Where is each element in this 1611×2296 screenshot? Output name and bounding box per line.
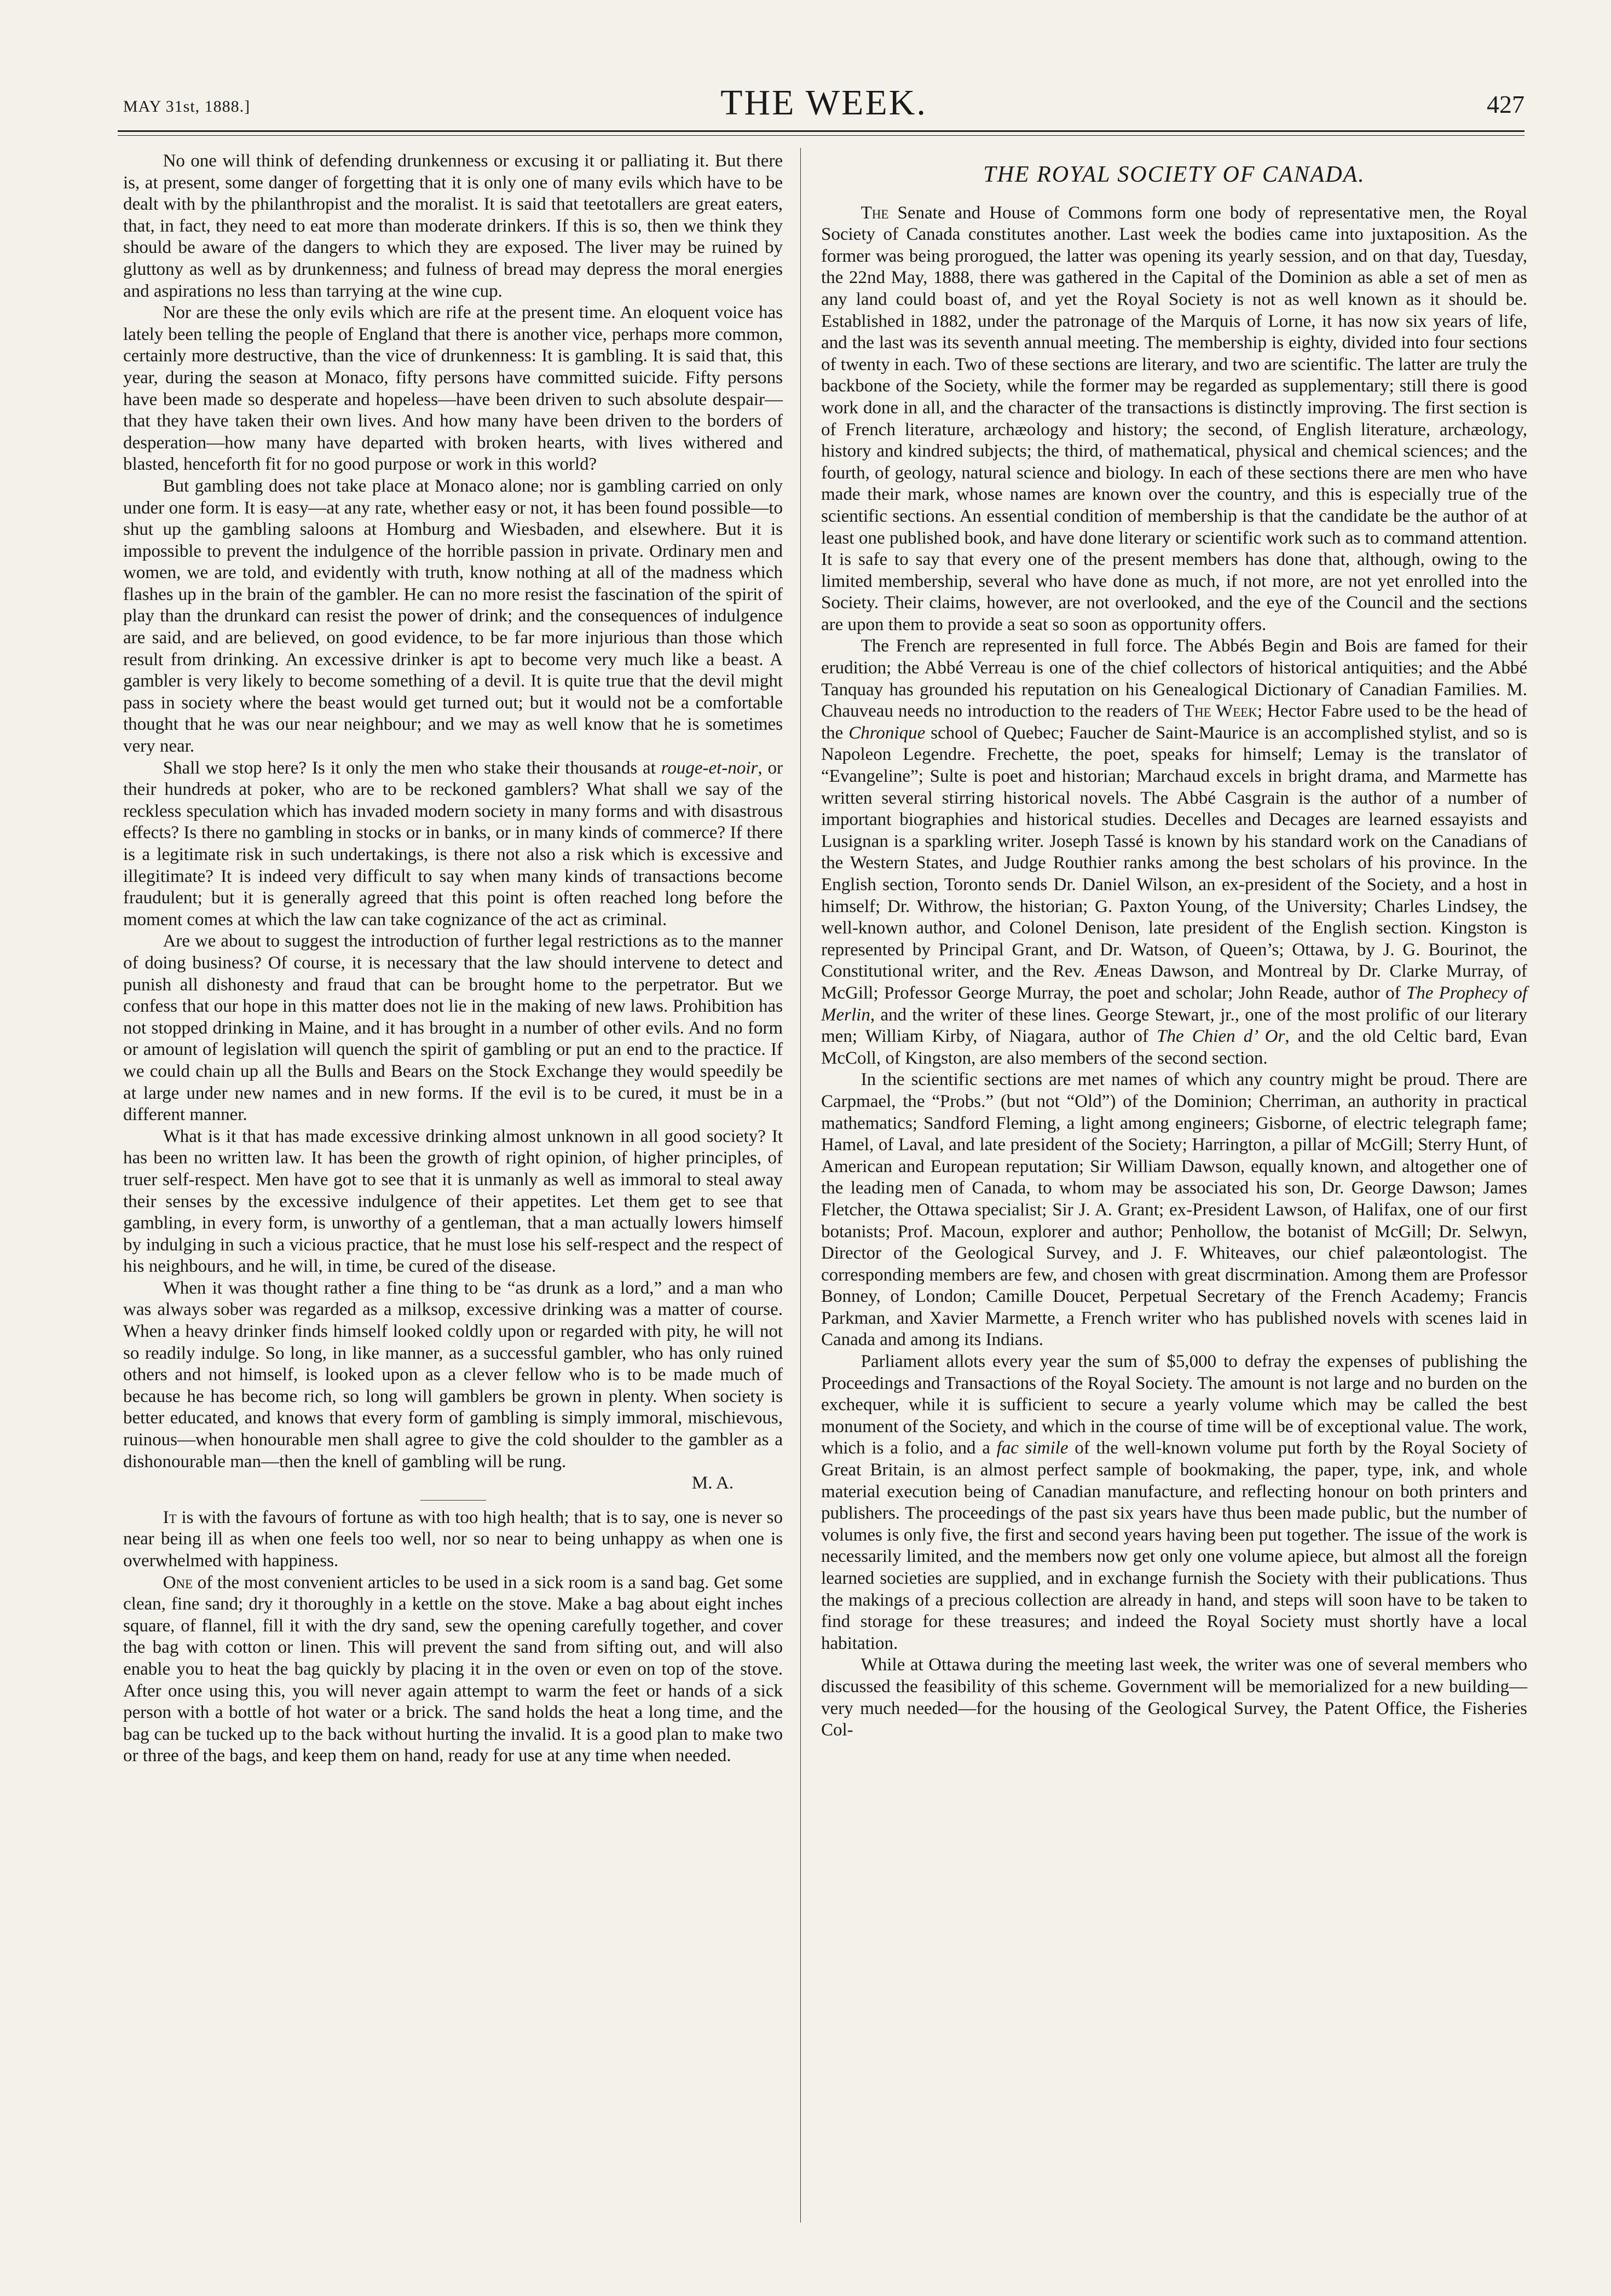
paragraph-scientific-sections: In the scientific sections are met names of which any country might be proud. There are Carpmael, the “Probs.” (but not “Old”) of the Dominion; Cherriman, an authority in practical mathematics; Sandford Fleming, a light among engineers; Gisborne, of electric telegraph fame; Hamel, of Laval, and late president of the Society; Harrington, a pillar of McGill; Sterry Hunt, of American and European reputation; Sir William Dawson, equally known, and altogether one of the leading men of Canada, to whom may be associated his son, Dr. George Dawson; James Fletcher, the Ottawa specialist; Sir J. A. Grant; ex-President Lawson, of Halifax, one of our first botanists; Prof. Macoun, explorer and author; Penhollow, the botanist of McGill; Dr. Selwyn, Director of the Geological Survey, and J. F. Whiteaves, our chief palæontologist. The corresponding members are few, and chosen with great discrmination. Among them are Professor Bonney, of London; Camille Doucet, Perpetual Secretary of the French Academy; Francis Parkman, and Xavier Marmette, a French writer who has published novels with scenes laid in Canada and among its Indians. <box>821 1070 1527 1350</box>
publication-name: Chronique <box>848 723 926 743</box>
paragraph-fortune <box>123 1507 783 1572</box>
paragraph-speculation <box>123 758 783 931</box>
text-run: is with the favours of fortune as with too high health; that is to say, one is never so near being ill as when one feels too well, nor so near to being unhappy as when one is overwhelmed with happiness. <box>123 1507 783 1571</box>
lead-word: One <box>163 1572 193 1593</box>
paragraph-gambling-private: But gambling does not take place at Monaco alone; nor is gambling carried on only under one form. It is easy—at any rate, whether easy or not, it has been found possible—to shut up the gambling saloons at Homburg and Wiesbaden, and elsewhere. But it is impossible to prevent the indulgence of the horrible passion in private. Ordinary men and women, we are told, and evidently with truth, know nothing at all of the madness which flashes up in the brain of the gambler. He can no more resist the fascination of the spirit of play than the drunkard can resist the power of drink; and the consequences of indulgence are said, and are believed, on good evidence, to be far more injurious than those which result from drinking. An excessive drinker is apt to become very much like a beast. A gambler is very likely to become something of a devil. It is quite true that the devil might pass in society where the beast would get turned out; but it would not be a comfortable thought that he was our near neighbour; and we may as well know that he is sometimes very near. <box>123 476 783 757</box>
text-run: Shall we stop here? Is it only the men who stake their thousands at <box>163 758 661 778</box>
text-run: The French are represented in full force. The Abbés Begin and Bois are famed for their erudition; the Abbé Verreau is one of the chief collectors of historical antiquities; and the Abbé Tanquay has grounded his reputation on his Genealogical Dictionary of Canadian Families. M. Chauveau needs no introduction to the readers of <box>821 636 1527 722</box>
book-title: The Prophecy of Merlin <box>821 983 1527 1025</box>
paragraph-french-members <box>821 636 1527 1069</box>
header-rule-thick <box>118 130 1525 132</box>
article-title: THE ROYAL SOCIETY OF CANADA. <box>983 162 1365 187</box>
lead-word: The <box>861 203 889 223</box>
issue-date: MAY 31st, 1888.] <box>123 97 251 116</box>
paragraph-drunkenness: No one will think of defending drunkenness or excusing it or palliating it. But there is, at present, some danger of forgetting that it is only one of many evils which have to be dealt with by the philanthropist and the moralist. It is said that teetotallers are great eaters, that, in fact, they need to eat more than moderate drinkers. If this is so, then we think they should be aware of the dangers to which they are exposed. The liver may be ruined by gluttony as well as by drunkenness; and fulness of bread may depress the moral energies and aspirations no less than tarrying at the wine cup. <box>123 151 783 301</box>
text-run: Parliament allots every year the sum of $5,000 to defray the expenses of publishing the Proceedings and Transactions of the Royal Society. The amount is not large and no burden on the exchequer, while it is sufficient to secure a yearly volume which may be called the best monument of the Society, and which in the course of time will be of exceptional value. The work, which is a folio, and a <box>821 1352 1527 1458</box>
paragraph-good-society: What is it that has made excessive drinking almost unknown in all good society? It has been no written law. It has been the growth of right opinion, of higher principles, of truer self-respect. Men have got to see that it is unmanly as well as immoral to steal away their senses by the excessive indulgence of their appetites. Let them get to see that gambling, in every form, is unworthy of a gentleman, that a man actually lowers himself by indulging in such a vicious practice, that he must lose his self-respect and the respect of his neighbours, and he will, in time, be cured of the disease. <box>123 1126 783 1277</box>
paragraph-legal-restrictions: Are we about to suggest the introduction of further legal restrictions as to the manner of doing business? Of course, it is necessary that the law should intervene to detect and punish all dishonesty and fraud that can be brought home to the perpetrator. But we confess that our hope in this matter does not lie in the making of new laws. Prohibition has not stopped drinking in Maine, and it has brought in a number of other evils. And no form or amount of legislation will quench the spirit of gambling or put an end to the practice. If we could chain up all the Bulls and Bears on the Stock Exchange they would speedily be at large under new names and in new forms. If the evil is to be cured, it must be in a different manner. <box>123 931 783 1125</box>
right-column <box>821 151 1527 1741</box>
masthead-title: THE WEEK. <box>720 83 927 123</box>
text-run: Senate and House of Commons form one body of representative men, the Royal Society of Canada constitutes another. Last week the bodies came into juxtaposition. As the former was being prorogued, the latter was opening its yearly session, and on that day, Tuesday, the 22nd May, 1888, there was gathered in the Capital of the Dominion as able a set of men as any land could boast of, and yet the Royal Society is not as well known as it should be. Established in 1882, under the patronage of the Marquis of Lorne, it has now six years of life, and the last was its seventh annual meeting. The membership is eighty, divided into four sections of twenty in each. Two of these sections are literary, and two are scientific. The latter are truly the backbone of the Society, while the former may be regarded as supplementary; still there is good work done in all, and the character of the transactions is distinctly improving. The first section is of French literature, archæology and history; the second, of English literature, archæology, history and kindred subjects; the third, of mathematical, physical and chemical sciences; and the fourth, of geology, natural science and biology. In each of these sections there are men who have made their mark, whose names are known over the country, and this is especially true of the scientific sections. An essential condition of membership is that the candidate be the author of at least one published book, and have done literary or scientific work such as to command attention. It is safe to say that every one of the present members has done that, although, owing to the limited membership, several who have done as much, if not more, are not yet enrolled into the Society. Their claims, however, are not overlooked, and the eye of the Council and the sections are upon them to provide a seat so soon as opportunity offers. <box>821 203 1527 634</box>
book-title: The Chien d’ Or <box>1157 1026 1285 1047</box>
lead-word: It <box>163 1507 177 1527</box>
text-run: , and the old Celtic bard, Evan McColl, of Kingston, are also members of the second section. <box>821 1026 1527 1068</box>
author-signature: M. A. <box>691 1473 734 1493</box>
section-separator <box>420 1500 486 1501</box>
page-number: 427 <box>1487 90 1525 118</box>
text-run: school of Quebec; Faucher de Saint-Maurice is an accomplished stylist, and so is Napoleon Legendre. Frechette, the poet, speaks for himself; Lemay is the translator of “Evangeline”; Sulte is poet and historian; Marchaud excels in bright drama, and Marmette has written several stirring historical novels. The Abbé Casgrain is the author of a number of important biographies and historical studies. Decelles and Decages are learned essayists and Lusignan is a sparkling writer. Joseph Tassé is known by his standard work on the Canadians of the Western States, and Judge Routhier ranks among the best scholars of his province. In the English section, Toronto sends Dr. Daniel Wilson, an ex-president of the Society, and a host in himself; Dr. Withrow, the historian; G. Paxton Young, of the University; Charles Lindsey, the well-known author, and Colonel Denison, late president of the English section. Kingston is represented by Principal Grant, and Dr. Watson, of Queen’s; Ottawa, by J. G. Bourinot, the Constitutional writer, and the Rev. Æneas Dawson, and Montreal by Dr. Clarke Murray, of McGill; Professor George Murray, the poet and scholar; John Reade, author of <box>821 723 1527 1003</box>
text-run: ; Hector Fabre used to be the head of the <box>821 701 1527 743</box>
paragraph-drunk-as-lord: When it was thought rather a fine thing to be “as drunk as a lord,” and a man who was always sober was regarded as a milksop, excessive drinking was a matter of course. When a heavy drinker finds himself looked coldly upon or regarded with pity, he will not so readily indulge. So long, in like manner, as a successful gambler, who has only ruined others and not himself, is looked upon as a clever fellow who is to be made much of because he has become rich, so long will gamblers be grown in plenty. When society is better educated, and knows that every form of gambling is simply immoral, mischievous, ruinous—when honourable men shall agree to give the cold shoulder to the gambler as a dishonourable man—then the knell of gambling will be rung. <box>123 1278 783 1472</box>
text-run: of the most convenient articles to be used in a sick room is a sand bag. Get some clean, fine sand; dry it thoroughly in a kettle on the stove. Make a bag about eight inches square, of flannel, fill it with the dry sand, sew the opening carefully together, and cover the bag with cotton or linen. This will prevent the sand from sifting out, and will also enable you to heat the bag quickly by placing it in the oven or even on top of the stove. After once using this, you will never again attempt to warm the feet or hands of a sick person with a bottle of hot water or a brick. The sand holds the heat a long time, and the bag can be tucked up to the back without hurting the invalid. It is a good plan to make two or three of the bags, and keep them on hand, ready for use at any time when needed. <box>123 1572 783 1766</box>
left-column <box>123 151 783 1767</box>
italic-term: rouge-et-noir <box>661 758 758 778</box>
paragraph-parliament-grant <box>821 1351 1527 1654</box>
publication-name: The Week <box>1183 701 1257 722</box>
paragraph-ottawa-meeting: While at Ottawa during the meeting last week, the writer was one of several members who discussed the feasibility of this scheme. Government will be memorialized for a new building—very much needed—for the housing of the Geological Survey, the Patent Office, the Fisheries Col- <box>821 1655 1527 1740</box>
page-header <box>123 82 1525 137</box>
text-run: , or their hundreds at poker, who are to be reckoned gamblers? What shall we say of the reckless speculation which has invaded modern society in many forms and with disastrous effects? Is there no gambling in stocks or in banks, or in many kinds of commerce? If there is a legitimate risk in such undertakings, is there not also a risk which is excessive and illegitimate? It is indeed very difficult to say when many kinds of transactions become fraudulent; but it is generally agreed that this point is often reached long before the moment comes at which the law can take cognizance of the act as criminal. <box>123 758 783 930</box>
text-run: , and the writer of these lines. George Stewart, jr., one of the most prolific of our literary men; William Kirby, of Niagara, author of <box>821 1005 1527 1047</box>
italic-term: fac simile <box>996 1438 1069 1458</box>
header-rule-thin <box>118 135 1525 136</box>
paragraph-sand-bag <box>123 1572 783 1767</box>
text-run: of the well-known volume put forth by the Royal Society of Great Britain, is an almost perfect sample of bookmaking, the paper, type, ink, and whole material execution being of Canadian manufacture, and reflecting honour on both printers and publishers. The proceedings of the past six years have thus been made public, but the number of volumes is only five, the first and second years having been put together. The issue of the work is necessarily limited, and the members now get only one volume apiece, but almost all the foreign learned societies are supplied, and in exchange furnish the Society with their publications. Thus the makings of a precious collection are already in hand, and steps will soon have to be taken to find storage for these treasures; and indeed the Royal Society must shortly have a local habitation. <box>821 1438 1527 1653</box>
paragraph-royal-society-intro <box>821 203 1527 636</box>
column-divider <box>800 148 801 2223</box>
paragraph-gambling-vice: Nor are these the only evils which are rife at the present time. An eloquent voice has lately been telling the people of England that there is another vice, perhaps more common, certainly more destructive, than the vice of drunkenness: It is gambling. It is said that, this year, during the season at Monaco, fifty persons have committed suicide. Fifty persons have been made so desperate and hopeless—have been driven to such absolute despair—that they have taken their own lives. And how many have been driven to the borders of desperation—how many have departed with broken hearts, with lives withered and blasted, henceforth fit for no good purpose or work in this world? <box>123 303 783 475</box>
